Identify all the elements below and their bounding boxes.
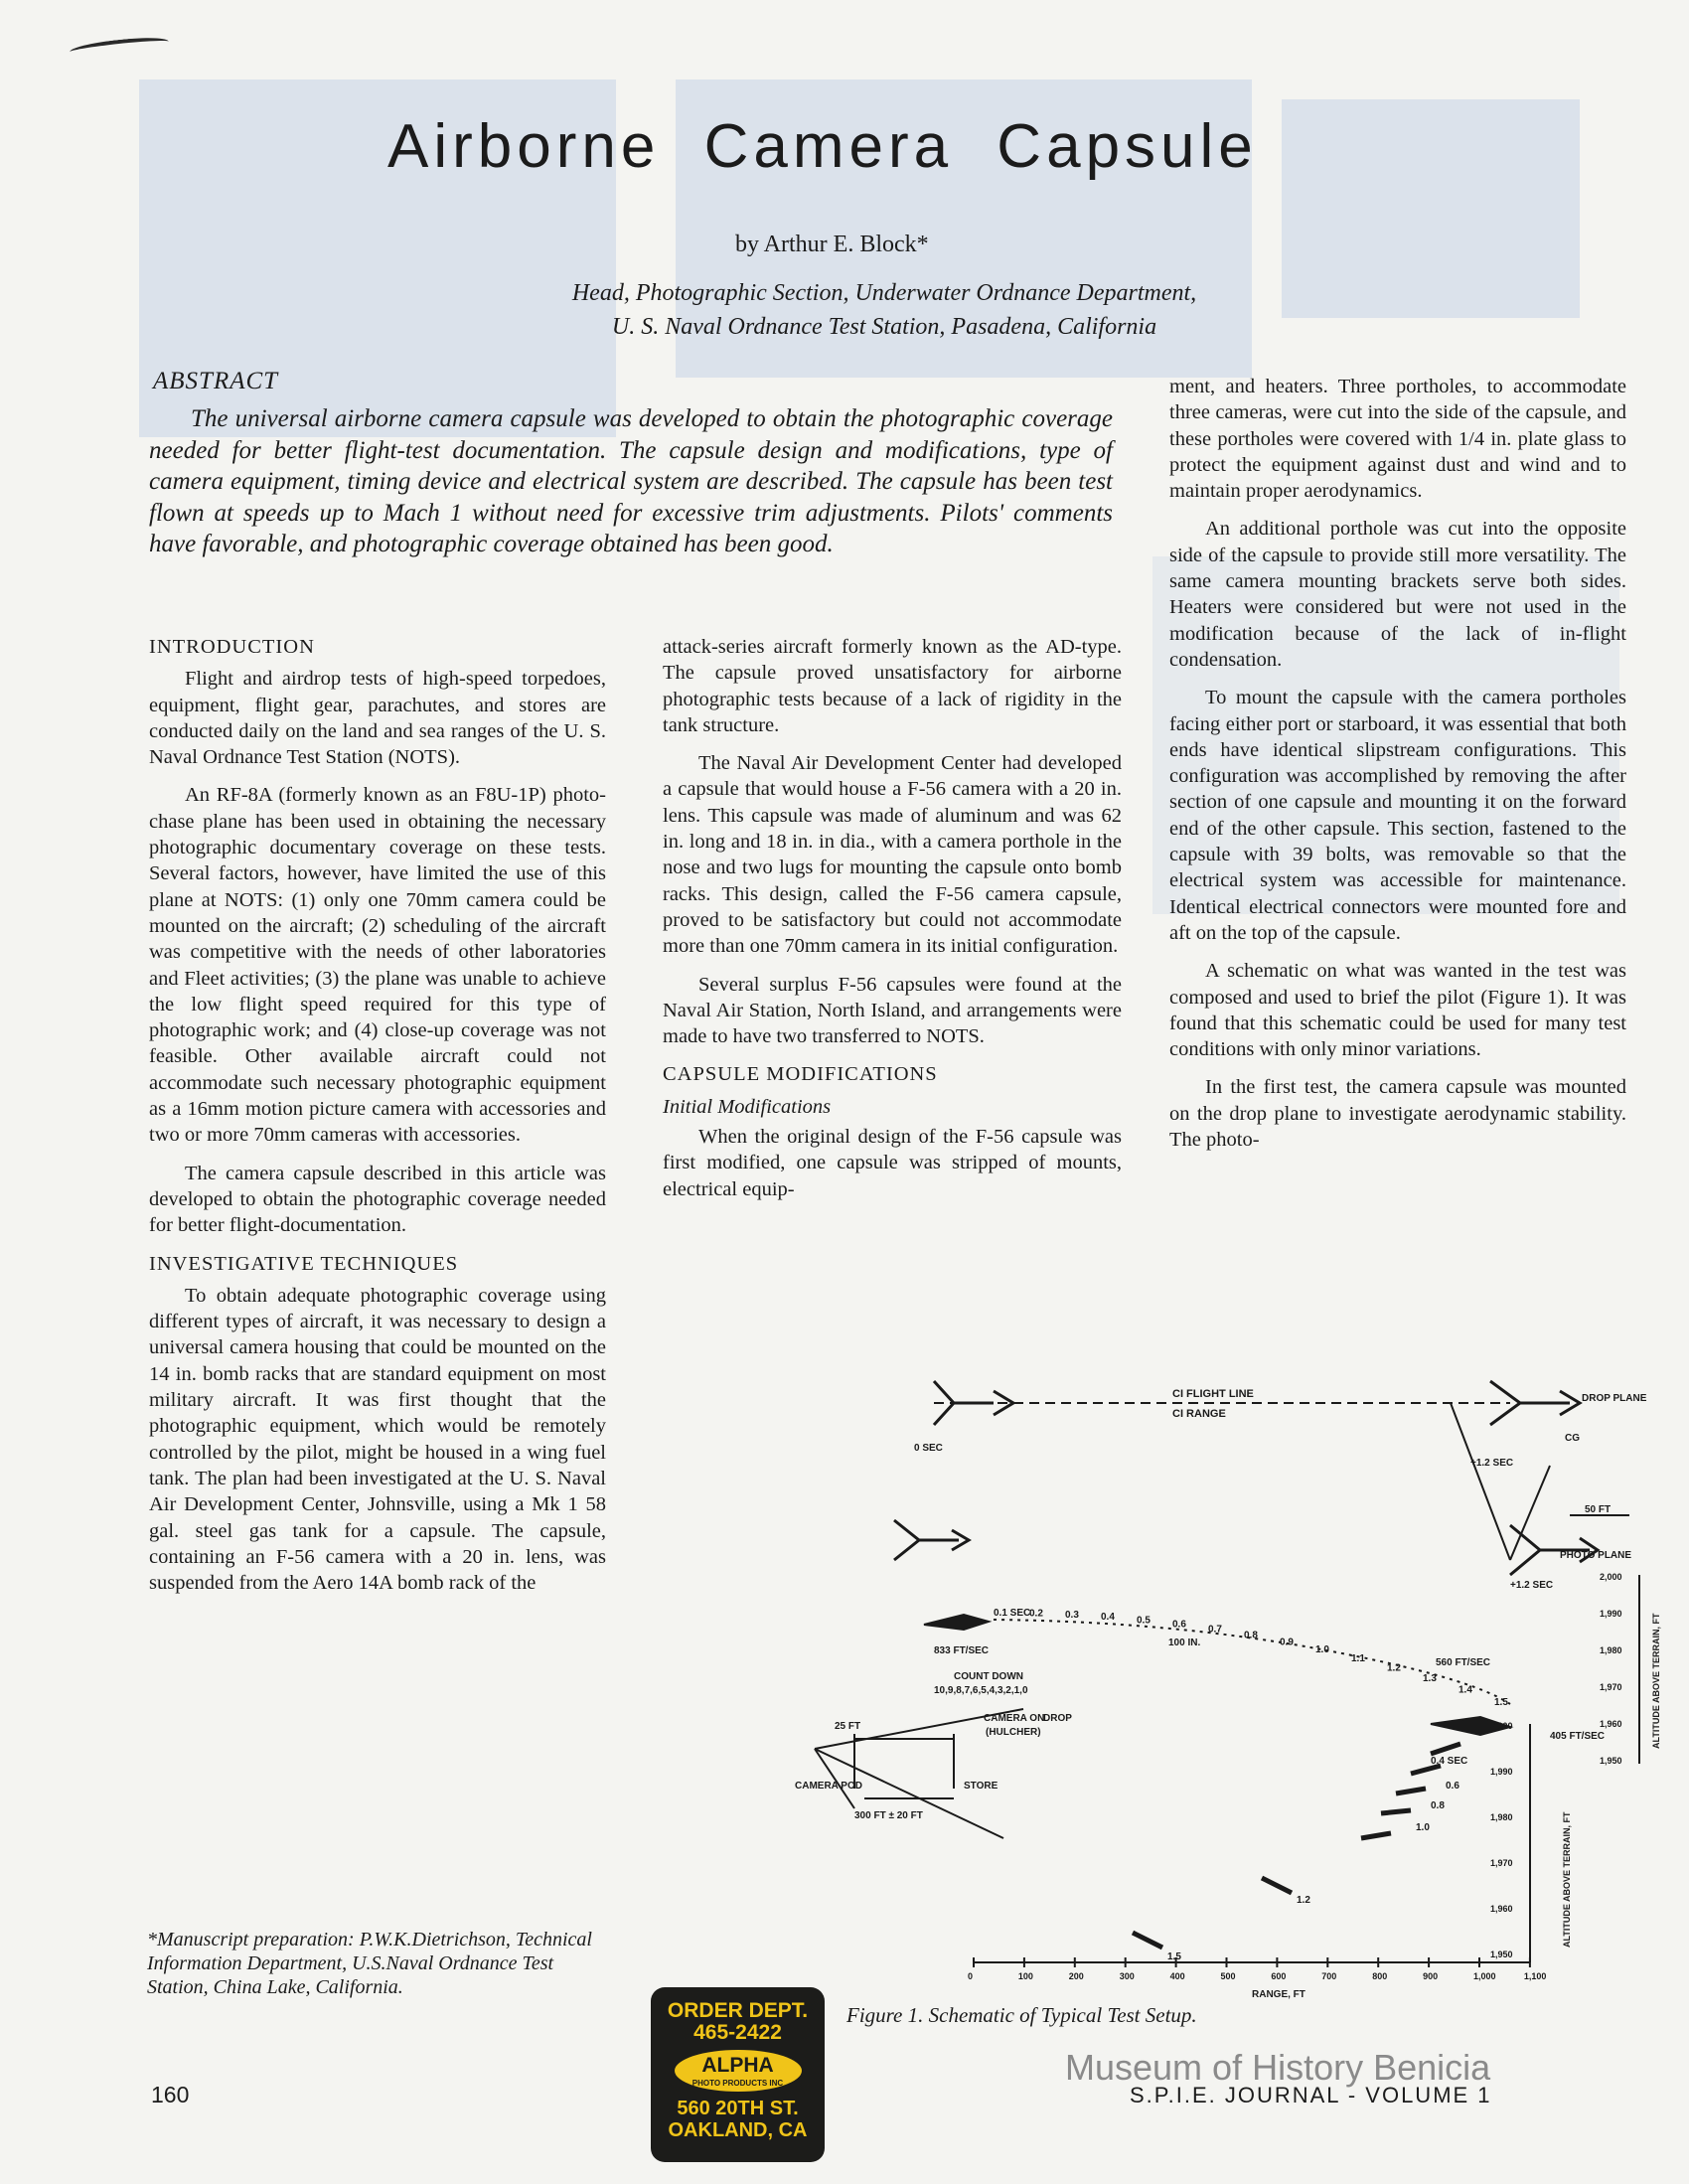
- label-405: 405 FT/SEC: [1550, 1731, 1606, 1742]
- column-1: [149, 634, 606, 1608]
- range-tick-label: 400: [1169, 1971, 1185, 1981]
- label-0-4-sec: 0.4 SEC: [1431, 1756, 1468, 1767]
- affiliation-line-2: U. S. Naval Ordnance Test Station, Pasadena, California: [611, 314, 1157, 340]
- camera-line: [815, 1749, 1003, 1838]
- paragraph: A schematic on what was wanted in the test was composed and used to brief the pilot (Figure 1). It was found that this schematic could be used for many test conditions with only minor variations.: [1169, 960, 1626, 1061]
- column-2: [663, 634, 1122, 1214]
- label-altitude-right: ALTITUDE ABOVE TERRAIN, FT: [1651, 1613, 1661, 1749]
- sight-line: [1451, 1403, 1510, 1560]
- journal-footer: S.P.I.E. JOURNAL - VOLUME 1: [1130, 2083, 1492, 2107]
- store-marker: [1361, 1833, 1391, 1838]
- label-ft-50: 50 FT: [1585, 1504, 1612, 1515]
- altitude-tick-label: 1,950: [1490, 1950, 1513, 1959]
- altitude-tick-label: 1,990: [1490, 1767, 1513, 1777]
- stamp-line-1: ORDER DEPT.: [667, 1999, 809, 2022]
- stamp-brand-name: ALPHA: [701, 2054, 774, 2077]
- altitude-left-tick-labels: [1490, 1721, 1513, 1959]
- range-tick-label: 500: [1220, 1971, 1236, 1981]
- paragraph: When the original design of the F-56 capsule was first modified, one capsule was stripped of mounts, electrical equip-: [663, 1126, 1122, 1200]
- time-label: 0.7: [1208, 1624, 1222, 1636]
- stamp-line-4: OAKLAND, CA: [668, 2119, 808, 2141]
- label-altitude-left: ALTITUDE ABOVE TERRAIN, FT: [1562, 1811, 1572, 1948]
- watermark: Museum of History Benicia: [1065, 2047, 1491, 2088]
- subheading-initial-modifications: Initial Modifications: [663, 1095, 832, 1118]
- altitude-tick-label: 2,000: [1600, 1572, 1622, 1582]
- time-label: 1.5: [1494, 1697, 1508, 1708]
- time-label: 0.8: [1244, 1630, 1258, 1641]
- jet-side-view: [924, 1615, 989, 1630]
- affiliation-line-1: Head, Photographic Section, Underwater Ordnance Department,: [571, 280, 1197, 306]
- paragraph: The Naval Air Development Center had developed a capsule that would house a F-56 camera with a 20 in. lens. This capsule was made of aluminum and was 62 in. long and 18 in. in dia., with a camera porthole in the nose and two lugs for mounting the capsule onto bomb racks. This design, called the F-56 camera capsule, proved to be satisfactory but could not accommodate more than one 70mm camera in its initial configuration.: [663, 752, 1122, 958]
- page-title: Airborne Camera Capsule: [387, 112, 1258, 181]
- column-3: [1169, 374, 1626, 1165]
- time-label: 1.3: [1423, 1673, 1437, 1685]
- paragraph: attack-series aircraft formerly known as the AD-type. The capsule proved unsatisfactory for airborne photographic tests because of a lack of rigidity in the tank structure.: [663, 636, 1122, 736]
- label-hulcher: (HULCHER): [986, 1727, 1041, 1738]
- label-100-in: 100 IN.: [1168, 1638, 1201, 1648]
- store-marker: [1431, 1744, 1460, 1754]
- label-300-ft: 300 FT ± 20 FT: [854, 1810, 923, 1821]
- time-label: 0.1 SEC: [994, 1608, 1031, 1619]
- time-label: 1.5: [1167, 1951, 1181, 1962]
- affiliation: [457, 276, 1311, 344]
- range-tick-labels: [968, 1971, 1546, 1981]
- altitude-tick-label: 1,960: [1600, 1719, 1622, 1729]
- store-marker: [1381, 1810, 1411, 1813]
- time-label: 0.8: [1431, 1800, 1445, 1811]
- label-sec-12-top: +1.2 SEC: [1470, 1458, 1514, 1469]
- alpha-photo-stamp: [651, 1987, 825, 2162]
- range-tick-label: 1,000: [1473, 1971, 1496, 1981]
- label-560: 560 FT/SEC: [1436, 1657, 1491, 1668]
- stamp-line-3: 560 20TH ST.: [677, 2098, 799, 2119]
- store-marker: [1411, 1766, 1441, 1774]
- stamp-brand: [675, 2050, 802, 2092]
- label-o-sec: 0 SEC: [914, 1443, 943, 1454]
- section-heading-investigative: INVESTIGATIVE TECHNIQUES: [149, 1252, 459, 1275]
- label-camera-pod: CAMERA POD: [795, 1781, 862, 1792]
- altitude-tick-label: 1,990: [1600, 1609, 1622, 1619]
- time-label: 1.2: [1387, 1662, 1401, 1674]
- time-label: 0.2: [1029, 1608, 1043, 1620]
- time-label: 0.6: [1446, 1781, 1459, 1792]
- paragraph: To mount the capsule with the camera portholes facing either port or starboard, it was essential that both ends have identical slipstream configurations. This configuration was accomplished by removing the after section of one capsule and mounting it on the forward end of the other capsule. This section, fastened to the capsule with 39 bolts, was removable so that the electrical system was accessible for maintenance. Identical electrical connectors were mounted fore and aft on the top of the capsule.: [1169, 687, 1626, 944]
- range-tick-label: 900: [1423, 1971, 1439, 1981]
- paragraph: Flight and airdrop tests of high-speed torpedoes, equipment, flight gear, parachutes, and stores are conducted daily on the land and sea ranges of the U. S. Naval Ordnance Test Station (NOTS).: [149, 668, 606, 769]
- stamp-line-2: 465-2422: [693, 2021, 782, 2044]
- label-store: STORE: [964, 1781, 998, 1792]
- footnote: *Manuscript preparation: P.W.K.Dietrichson, Technical Information Department, U.S.Naval Ordnance Test Station, China Lake, California.: [147, 1929, 592, 1998]
- label-range-ft: RANGE, FT: [1252, 1989, 1305, 2000]
- abstract-heading: ABSTRACT: [153, 368, 279, 394]
- paragraph: To obtain adequate photographic coverage using different types of aircraft, it was necessary to design a universal camera housing that could be mounted on the 14 in. bomb racks that are standard equipment on most military aircraft. It was first thought that the photographic equipment, which would be remotely controlled by the pilot, might be housed in a wing fuel tank. The plan had been investigated at the U. S. Naval Air Development Center, Johnsville, using a Mk 1 58 gal. steel gas tank for a capsule. The capsule, containing an F-56 camera with a 20 in. lens, was suspended from the Aero 14A bomb rack of the: [149, 1284, 606, 1595]
- schematic-svg: [795, 1351, 1669, 2000]
- label-cg: CG: [1565, 1433, 1580, 1444]
- byline: by Arthur E. Block*: [735, 232, 929, 257]
- time-label: 0.9: [1280, 1637, 1294, 1648]
- time-label: 1.1: [1351, 1652, 1365, 1664]
- label-drop-plane: DROP PLANE: [1582, 1393, 1647, 1404]
- time-label: 0.6: [1172, 1619, 1186, 1631]
- paragraph: In the first test, the camera capsule was mounted on the drop plane to investigate aerodynamic stability. The photo-: [1169, 1076, 1626, 1152]
- paragraph: ment, and heaters. Three portholes, to accommodate three cameras, were cut into the side of the capsule, and these portholes were covered with 1/4 in. plate glass to protect the equipment against dust and wind and to maintain proper aerodynamics.: [1169, 376, 1626, 503]
- paragraph: An additional porthole was cut into the opposite side of the capsule to provide still more versatility. The same camera mounting brackets serve both sides. Heaters were considered but were not used in the modification because of the lack of in-flight condensation.: [1169, 518, 1626, 671]
- paragraph: The camera capsule described in this article was developed to obtain the photographic coverage needed for better flight-documentation.: [149, 1162, 606, 1237]
- altitude-tick-label: 1,980: [1490, 1812, 1513, 1822]
- label-count-down: COUNT DOWN: [954, 1671, 1023, 1682]
- label-camera-on: CAMERA ON: [984, 1713, 1045, 1724]
- range-tick-label: 0: [968, 1971, 974, 1981]
- altitude-tick-label: 2,000: [1490, 1721, 1513, 1731]
- label-sec-12-bottom: +1.2 SEC: [1510, 1580, 1554, 1591]
- altitude-tick-label: 1,970: [1490, 1858, 1513, 1868]
- section-heading-capsule-modifications: CAPSULE MODIFICATIONS: [663, 1063, 938, 1086]
- altitude-tick-label: 1,970: [1600, 1682, 1622, 1692]
- label-photo-plane: PHOTO PLANE: [1560, 1550, 1632, 1561]
- paragraph: An RF-8A (formerly known as an F8U-1P) photo-chase plane has been used in obtaining the necessary photographic documentary coverage on these tests. Several factors, however, have limited the use of this plane at NOTS: (1) only one 70mm camera could be mounted on the aircraft; (2) scheduling of the aircraft was competitive with the needs of other laboratories and Fleet activities; (3) the plane was unable to achieve the low flight speed required for this type of photographic work; and (4) close-up coverage was not feasible. Other available aircraft could not accommodate such necessary photographic equipment as a 16mm motion picture camera with accessories and two or more 70mm cameras with accessories.: [149, 784, 606, 1147]
- time-label: 0.5: [1137, 1615, 1151, 1627]
- paragraph: Several surplus F-56 capsules were found at the Naval Air Station, North Island, and arrangements were made to have two transferred to NOTS.: [663, 973, 1122, 1048]
- store-marker: [1262, 1878, 1292, 1893]
- altitude-tick-label: 1,980: [1600, 1645, 1622, 1655]
- store-marker: [1396, 1789, 1426, 1794]
- time-label: 1.0: [1416, 1822, 1430, 1833]
- store-marker: [1133, 1933, 1162, 1948]
- range-tick-label: 1,100: [1523, 1971, 1547, 1981]
- label-ci-range: CI RANGE: [1172, 1408, 1226, 1420]
- figure-1-schematic: [795, 1351, 1669, 2000]
- range-tick-label: 200: [1068, 1971, 1084, 1981]
- altitude-tick-label: 1,950: [1600, 1756, 1622, 1766]
- upper-time-labels: [994, 1608, 1508, 1708]
- label-833: 833 FT/SEC: [934, 1645, 990, 1656]
- time-label: 1.4: [1459, 1684, 1472, 1696]
- drop-plane: [1490, 1381, 1580, 1425]
- time-label: 0.4: [1101, 1612, 1115, 1624]
- time-label: 0.3: [1065, 1609, 1079, 1621]
- range-tick-label: 100: [1017, 1971, 1033, 1981]
- page-number: 160: [151, 2082, 190, 2107]
- range-tick-label: 700: [1321, 1971, 1337, 1981]
- stamp-brand-sub: PHOTO PRODUCTS INC: [691, 2079, 784, 2088]
- sight-line: [1510, 1466, 1550, 1560]
- time-label: 1.2: [1297, 1895, 1310, 1906]
- altitude-tick-label: 1,960: [1490, 1904, 1513, 1914]
- abstract-body: [149, 403, 1113, 560]
- label-25-ft: 25 FT: [835, 1721, 861, 1732]
- range-tick-label: 800: [1372, 1971, 1388, 1981]
- staple-mark: [70, 35, 170, 59]
- time-label: 1.0: [1315, 1644, 1329, 1656]
- figure-caption: Figure 1. Schematic of Typical Test Setup.: [846, 2003, 1197, 2027]
- range-tick-label: 600: [1271, 1971, 1287, 1981]
- range-tick-label: 300: [1119, 1971, 1135, 1981]
- lower-time-labels: [1167, 1781, 1459, 1962]
- label-ci-flight-line: CI FLIGHT LINE: [1172, 1388, 1254, 1400]
- abstract-text: The universal airborne camera capsule was developed to obtain the photographic coverage needed for better flight-test documentation. The capsule design and modifications, type of camera equipment, timing device and electrical system are described. The capsule has been test flown at speeds up to Mach 1 without need for excessive trim adjustments. Pilots' comments have favorable, and photographic coverage obtained has been good.: [149, 405, 1113, 557]
- label-drop: DROP: [1043, 1713, 1072, 1724]
- plane-mid-left: [894, 1520, 969, 1560]
- section-heading-introduction: INTRODUCTION: [149, 636, 315, 658]
- label-count-seq: 10,9,8,7,6,5,4,3,2,1,0: [934, 1685, 1028, 1696]
